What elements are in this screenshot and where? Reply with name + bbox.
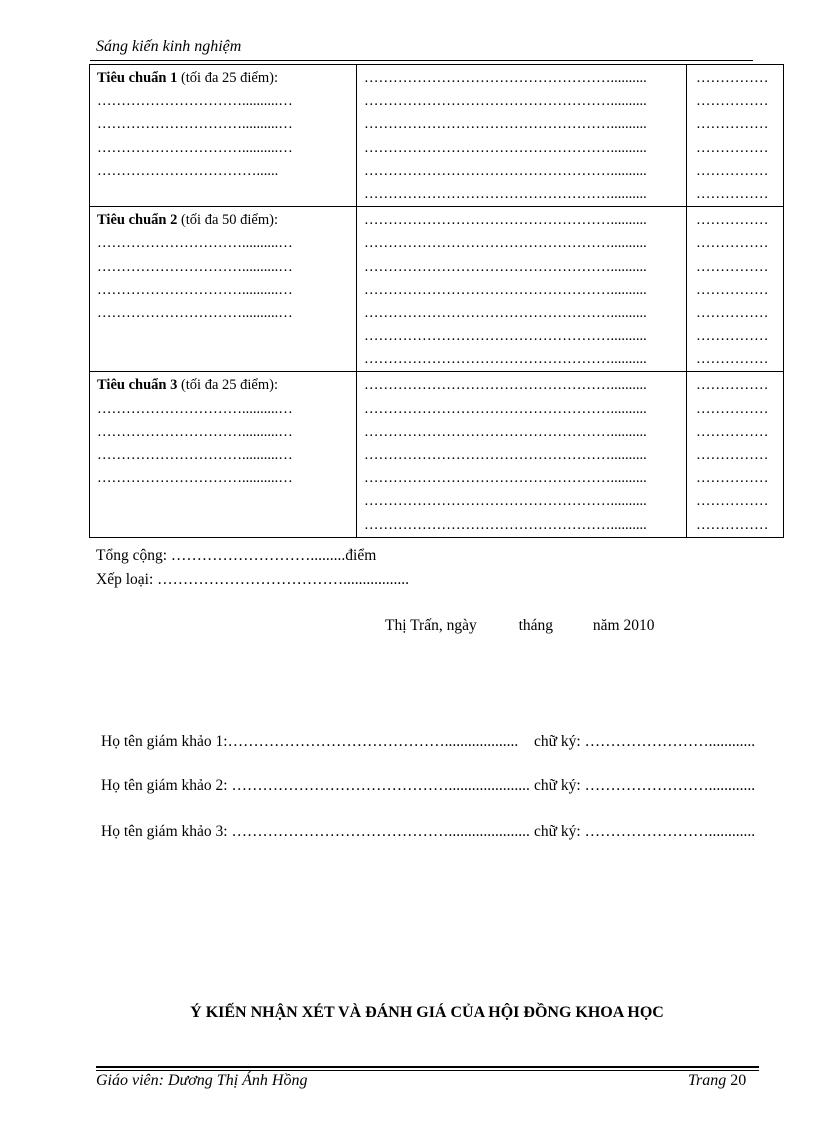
- dotted-line: ……………: [696, 70, 769, 86]
- judge-name-dots: …………………………………….....................: [227, 777, 530, 794]
- dotted-line: …………………………..........…: [97, 281, 293, 298]
- dotted-line: ……………………………………………..........: [364, 351, 647, 368]
- criteria-comment-cell: [357, 207, 687, 372]
- dotted-line: ……………………………………………..........: [364, 423, 647, 440]
- dotted-line: ……………………………………………..........: [364, 212, 647, 229]
- criteria-table: [89, 64, 784, 538]
- page-number: 20: [730, 1072, 747, 1089]
- criteria-title: Tiêu chuẩn 1: [97, 70, 178, 86]
- dotted-line: ……………………………………………..........: [364, 281, 647, 298]
- total-score-line: [96, 547, 376, 565]
- header-rule: [90, 60, 753, 61]
- dotted-line: …………………………..........…: [97, 304, 293, 321]
- footer-teacher: Giáo viên: Dương Thị Ánh Hồng: [96, 1072, 308, 1089]
- dotted-line: …………………………..........…: [97, 139, 293, 156]
- dotted-line: ……………………………………………..........: [364, 400, 647, 417]
- dotted-line: ……………………………………………..........: [364, 185, 647, 202]
- signature-label: chữ ký:: [534, 733, 581, 750]
- judge-3-name-line: [101, 823, 530, 841]
- dotted-line: ……………………………………………..........: [364, 258, 647, 275]
- criteria-row: [90, 372, 784, 537]
- dotted-line: ……………………………………………..........: [364, 139, 647, 156]
- criteria-note: (tối đa 25 điểm):: [177, 377, 278, 394]
- judge-1-name-line: [101, 733, 518, 751]
- dotted-line: ……………………………………………..........: [364, 328, 647, 345]
- dotted-line: …………………………..........…: [97, 447, 293, 463]
- dotted-line: …………………………..........…: [97, 423, 293, 440]
- judge-label: Họ tên giám khảo 3:: [101, 823, 228, 840]
- dotted-line: …………………………..........…: [97, 116, 293, 133]
- month-label: tháng: [518, 617, 554, 634]
- signature-label: chữ ký:: [534, 823, 581, 840]
- dotted-line: ……………: [696, 185, 769, 202]
- dotted-line: ……………………………………………..........: [364, 470, 647, 487]
- total-value: ……………………….........điểm: [170, 547, 377, 564]
- criteria-row: [90, 65, 784, 207]
- footer-page: [688, 1072, 746, 1090]
- footer-rule: [96, 1066, 759, 1068]
- criteria-note: (tối đa 25 điểm):: [177, 70, 278, 86]
- dotted-line: ……………………………………………..........: [364, 93, 647, 110]
- signature-label: chữ ký:: [534, 777, 581, 794]
- place-date-line: [385, 617, 654, 635]
- page-header: Sáng kiến kinh nghiệm: [96, 38, 242, 55]
- dotted-line: …………………………..........…: [97, 258, 293, 275]
- dotted-line: ……………: [696, 139, 769, 156]
- dotted-line: ……………: [696, 116, 769, 133]
- rank-value: ……………………………….................: [157, 571, 409, 588]
- dotted-line: ……………: [696, 235, 769, 252]
- dotted-line: ……………: [696, 516, 769, 533]
- signature-dots: ……………………............: [584, 777, 756, 794]
- year-label: năm 2010: [592, 617, 655, 634]
- dotted-line: ……………: [696, 400, 769, 417]
- dotted-line: …………………………..........…: [97, 93, 293, 110]
- dotted-line: ……………: [696, 281, 769, 298]
- criteria-title: Tiêu chuẩn 2: [97, 212, 178, 229]
- judge-2-signature-line: [534, 777, 755, 795]
- judge-label: Họ tên giám khảo 1:: [101, 733, 228, 750]
- dotted-line: ……………: [696, 470, 769, 487]
- dotted-line: …………………………..........…: [97, 235, 293, 252]
- footer-rule: [96, 1070, 759, 1071]
- criteria-score-cell: [687, 65, 784, 207]
- dotted-line: ……………………………………………..........: [364, 116, 647, 133]
- dotted-line: ……………: [696, 377, 769, 394]
- criteria-note: (tối đa 50 điểm):: [177, 212, 278, 229]
- criteria-comment-cell: [357, 65, 687, 207]
- dotted-line: ……………………………………………..........: [364, 235, 647, 252]
- criteria-label-cell: [90, 65, 357, 207]
- dotted-line: ……………: [696, 304, 769, 321]
- dotted-line: ……………………………………………..........: [364, 70, 647, 86]
- page-label: Trang: [688, 1072, 727, 1089]
- dotted-line: ……………: [696, 162, 769, 179]
- total-label: Tổng cộng:: [96, 547, 168, 564]
- criteria-label-cell: [90, 372, 357, 537]
- judge-3-signature-line: [534, 823, 755, 841]
- place-day: Thị Trấn, ngày: [385, 617, 477, 634]
- dotted-line: ……………………………………………..........: [364, 493, 647, 510]
- dotted-line: ……………………………………………..........: [364, 162, 647, 179]
- dotted-line: …………………………..........…: [97, 470, 293, 487]
- dotted-line: ……………: [696, 328, 769, 345]
- criteria-row: [90, 207, 784, 372]
- dotted-line: ……………: [696, 423, 769, 440]
- judge-2-name-line: [101, 777, 530, 795]
- criteria-comment-cell: [357, 372, 687, 537]
- signature-dots: ……………………............: [584, 823, 756, 840]
- dotted-line: ……………………………………………..........: [364, 447, 647, 463]
- dotted-line: …………………………..........…: [97, 400, 293, 417]
- criteria-label-cell: [90, 207, 357, 372]
- judge-1-signature-line: [534, 733, 755, 751]
- dotted-line: ……………………………......: [97, 162, 279, 179]
- dotted-line: ……………: [696, 447, 769, 463]
- dotted-line: ……………………………………………..........: [364, 516, 647, 533]
- section-title: Ý KIẾN NHẬN XÉT VÀ ĐÁNH GIÁ CỦA HỘI ĐỒNG KHOA HỌC: [190, 1004, 664, 1021]
- dotted-line: ……………: [696, 258, 769, 275]
- judge-name-dots: ……………………………………...................: [227, 733, 519, 750]
- dotted-line: ……………: [696, 212, 769, 229]
- judge-name-dots: …………………………………….....................: [227, 823, 530, 840]
- criteria-score-cell: [687, 207, 784, 372]
- criteria-score-cell: [687, 372, 784, 537]
- dotted-line: ……………: [696, 493, 769, 510]
- dotted-line: ……………: [696, 93, 769, 110]
- rank-line: [96, 571, 409, 589]
- judge-label: Họ tên giám khảo 2:: [101, 777, 228, 794]
- criteria-title: Tiêu chuẩn 3: [97, 377, 178, 394]
- dotted-line: ……………: [696, 351, 769, 368]
- signature-dots: ……………………............: [584, 733, 756, 750]
- dotted-line: ……………………………………………..........: [364, 304, 647, 321]
- dotted-line: ……………………………………………..........: [364, 377, 647, 394]
- rank-label: Xếp loại:: [96, 571, 154, 588]
